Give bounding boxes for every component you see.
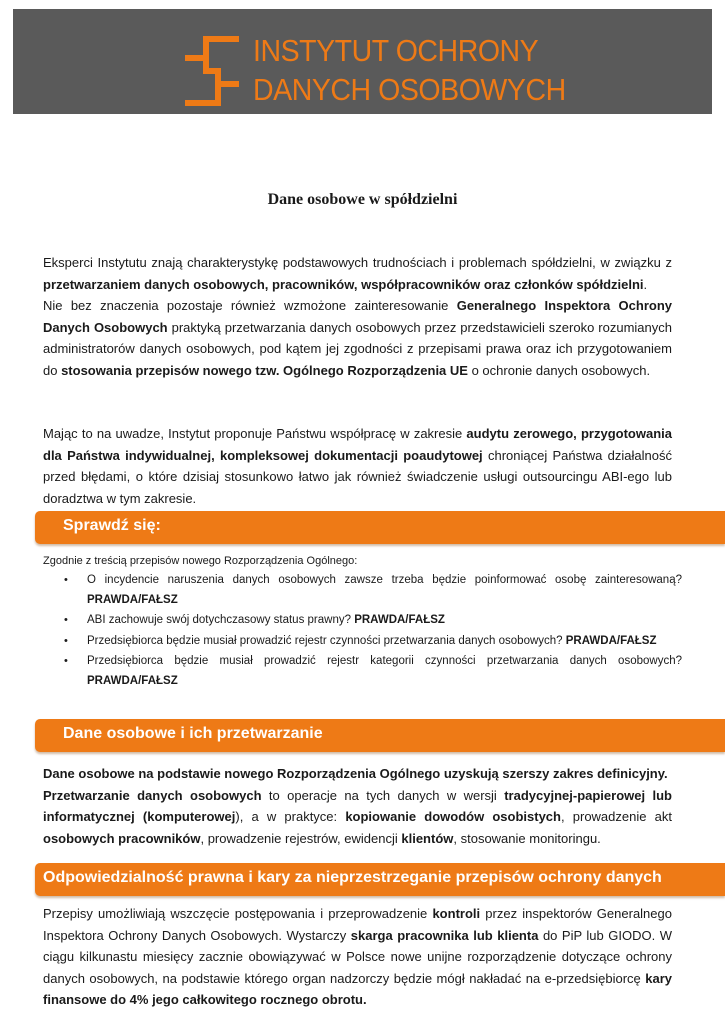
processing-bold-3: kopiowanie dowodów osobistych [345, 809, 561, 824]
liability-bold-complaint: skarga pracownika lub klienta [350, 927, 539, 943]
liability-text-2: przez inspektorów Generalnego Inspektora Ochrony Danych Osobowych. Wystarczy [43, 906, 672, 943]
intro-p1-bold: przetwarzaniem danych osobowych, pracowników, współpracowników oraz członków spółdzielni [43, 276, 644, 292]
intro-p2-end: o ochronie danych osobowych. [467, 362, 651, 378]
data-definition-bold: Dane osobowe na podstawie nowego Rozporządzenia Ogólnego uzyskują szerszy zakres definicyjny. [43, 766, 668, 781]
institute-name [253, 31, 566, 109]
quiz-answer: PRAWDA/FAŁSZ [87, 593, 178, 606]
quiz-lead: Zgodnie z treścią przepisów nowego Rozporządzenia Ogólnego: [43, 555, 358, 567]
section-heading-liability [35, 863, 725, 896]
processing-bold-2: tradycyjnej-papierowej lub informatycznej (komputerowej [43, 787, 672, 824]
processing-bold-5: klientów [401, 830, 454, 846]
section-heading-check [35, 511, 725, 544]
institute-logo-icon [185, 36, 239, 106]
brand-line-2: DANYCH OSOBOWYCH [253, 72, 566, 107]
intro-p2-text: Nie bez znaczenia pozostaje również wzmożone zainteresowanie [43, 298, 457, 313]
intro-p2-bold-giodo: Generalnego Inspektora Ochrony Danych Osobowych [43, 298, 672, 335]
intro-paragraph-3 [43, 423, 672, 509]
bullet-icon: • [64, 574, 68, 586]
processing-text-2: ), a w praktyce: [235, 809, 346, 824]
intro-paragraph-1 [43, 252, 672, 381]
bullet-icon: • [64, 655, 68, 667]
liability-paragraph [43, 903, 672, 1011]
page-title: Dane osobowe w spółdzielni [267, 191, 458, 208]
list-item [43, 611, 682, 631]
header-banner [13, 9, 712, 114]
processing-bold-4: osobowych pracowników [43, 830, 201, 846]
quiz-question: Przedsiębiorca będzie musiał prowadzić rejestr czynności przetwarzania danych osobowych? [87, 634, 566, 647]
liability-bold-control: kontroli [432, 906, 481, 921]
section-heading-check-text: Sprawdź się: [63, 517, 161, 534]
intro-p3-end: chroniącej Państwa działalność przed błędami, o które dzisiaj stosunkowo łatwo jak również świadczenie usługi outsourcingu ABI-ego lub doradztwa w tym zakresie. [43, 447, 672, 506]
bullet-icon: • [64, 614, 68, 626]
processing-text-4: , prowadzenie rejestrów, ewidencji [200, 830, 402, 846]
intro-p1-end: . [643, 276, 648, 292]
processing-end: , stosowanie monitoringu. [453, 830, 601, 846]
data-paragraph [43, 763, 672, 849]
processing-bold: Przetwarzanie danych osobowych [43, 787, 262, 803]
quiz-list [43, 571, 682, 692]
section-heading-liability-text: Odpowiedzialność prawna i kary za nieprzestrzeganie przepisów ochrony danych [43, 869, 662, 886]
bullet-icon: • [64, 634, 68, 647]
processing-text-3: , prowadzenie akt [560, 809, 672, 824]
section-heading-data-text: Dane osobowe i ich przetwarzanie [63, 725, 323, 742]
brand-line-1: INSTYTUT OCHRONY [253, 33, 539, 68]
quiz-question: ABI zachowuje swój dotychczasowy status prawny? [87, 614, 355, 626]
intro-p3-bold: audytu zerowego, przygotowania dla Państwa indywidualnej, kompleksowej dokumentacji poaudytowej [43, 426, 672, 463]
quiz-answer: PRAWDA/FAŁSZ [87, 674, 178, 687]
processing-text: to operacje na tych danych w wersji [261, 787, 505, 803]
intro-p3-text: Mając to na uwadze, Instytut proponuje Państwu współpracę w zakresie [43, 426, 467, 441]
quiz-question: Przedsiębiorca będzie musiał prowadzić rejestr kategorii czynności przetwarzania danych osobowych? [87, 655, 682, 667]
section-heading-data [35, 719, 725, 752]
intro-p2-bold-rodo: stosowania przepisów nowego tzw. Ogólnego Rozporządzenia UE [61, 362, 468, 378]
list-item [43, 571, 682, 610]
liability-bold-fines: kary finansowe do 4% jego całkowitego rocznego obrotu. [43, 970, 672, 1007]
quiz-answer: PRAWDA/FAŁSZ [354, 614, 445, 626]
intro-p2-text-2: praktyką przetwarzania danych osobowych przez przedstawicieli szeroko rozumianych administratorów danych osobowych, pod kątem jej zgodności z przepisami prawa oraz ich przygotowaniem do [43, 319, 673, 378]
list-item [43, 632, 682, 652]
quiz-answer: PRAWDA/FAŁSZ [565, 634, 657, 647]
liability-text-3: do PiP lub GIODO. W ciągu kilkunastu miesięcy zacznie obowiązywać w Polsce nowe unijne rozporządzenie dotyczące ochrony danych osobowych, na podstawie którego organ nadzorczy będzie mógł nakładać na e-przedsiębiorcę [43, 927, 672, 986]
quiz-question: O incydencie naruszenia danych osobowych zawsze trzeba będzie poinformować osobę zainteresowaną? [87, 574, 682, 586]
liability-text: Przepisy umożliwiają wszczęcie postępowania i przeprowadzenie [43, 906, 433, 921]
list-item [43, 652, 682, 691]
intro-p1-text: Eksperci Instytutu znają charakterystykę podstawowych trudnościach i problemach spółdzielni, w związku z [43, 255, 672, 270]
